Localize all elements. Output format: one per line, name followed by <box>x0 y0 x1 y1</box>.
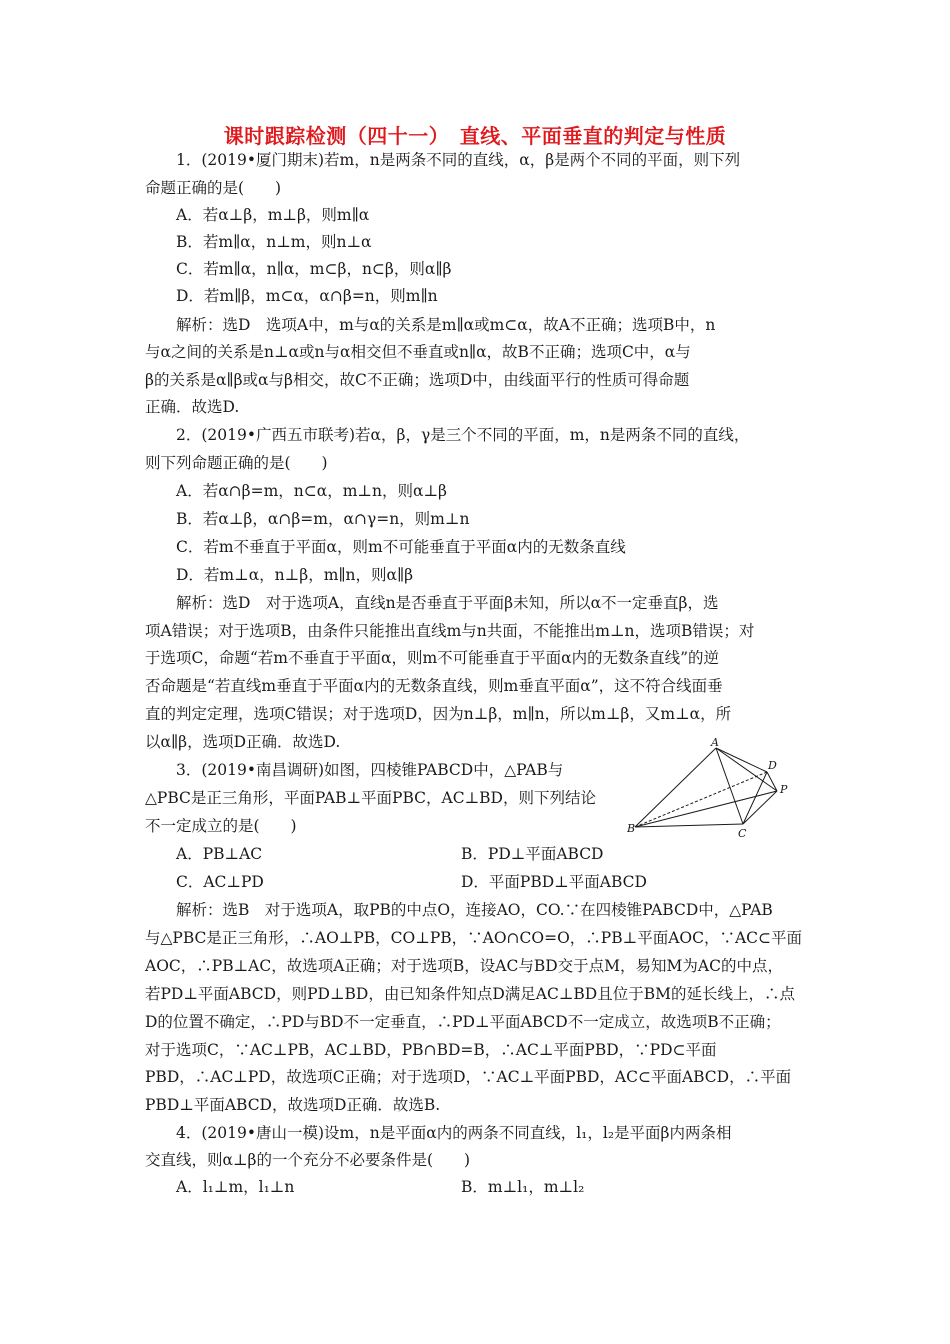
q2-solution-line3: 于选项C，命题“若m不垂直于平面α，则m不可能垂直于平面α内的无数条直线”的逆 <box>145 649 720 667</box>
q3-solution-line2: 与△PBC是正三角形，∴AO⊥PB，CO⊥PB，∵AO∩CO=O，∴PB⊥平面AOC，∵AC⊂平面 <box>145 929 802 947</box>
q2-solution-line2: 项A错误；对于选项B，由条件只能推出直线m与n共面，不能推出m⊥n，选项B错误；对 <box>145 622 755 640</box>
q3-solution-line5: D的位置不确定，∴PD与BD不一定垂直，∴PD⊥平面ABCD不一定成立，故选项B不正确； <box>145 1013 781 1031</box>
q1-stem-line2: 命题正确的是( ) <box>145 179 282 197</box>
q3-solution-line3: AOC，∴PB⊥AC，故选项A正确；对于选项B，设AC与BD交于点M，易知M为AC的中点， <box>145 957 783 975</box>
pyramid-figure <box>627 738 797 838</box>
q2-solution-line1: 解析：选D 对于选项A，直线n是否垂直于平面β未知，所以α不一定垂直β，选 <box>176 594 719 612</box>
q4-option-b: B．m⊥l₁，m⊥l₂ <box>461 1178 585 1196</box>
q3-option-b: B．PD⊥平面ABCD <box>461 845 604 863</box>
q2-option-a: A．若α∩β=m，n⊂α，m⊥n，则α⊥β <box>176 482 447 500</box>
q1-solution-line3: β的关系是α∥β或α与β相交，故C不正确；选项D中，由线面平行的性质可得命题 <box>145 371 690 389</box>
q2-option-d: D．若m⊥α，n⊥β，m∥n，则α∥β <box>176 566 414 584</box>
q2-option-b: B．若α⊥β，α∩β=m，α∩γ=n，则m⊥n <box>176 510 470 528</box>
q2-stem-line1: 2．(2019•广西五市联考)若α，β，γ是三个不同的平面，m，n是两条不同的直线， <box>176 426 750 444</box>
vertex-label-a: A <box>711 738 719 749</box>
q1-stem-line1: 1．(2019•厦门期末)若m，n是两条不同的直线，α，β是两个不同的平面，则下列 <box>176 151 741 169</box>
q3-option-a: A．PB⊥AC <box>176 845 263 863</box>
q2-option-c: C．若m不垂直于平面α，则m不可能垂直于平面α内的无数条直线 <box>176 538 626 556</box>
q4-stem-line1: 4．(2019•唐山一模)设m，n是平面α内的两条不同直线，l₁，l₂是平面β内两条相 <box>176 1124 732 1142</box>
q1-option-d: D．若m∥β，m⊂α，α∩β=n，则m∥n <box>176 287 438 305</box>
q1-solution-line1: 解析：选D 选项A中，m与α的关系是m∥α或m⊂α，故A不正确；选项B中，n <box>176 316 716 334</box>
q3-stem-line3: 不一定成立的是( ) <box>145 817 297 835</box>
q4-option-a: A．l₁⊥m，l₁⊥n <box>176 1178 295 1196</box>
page-title: 课时跟踪检测（四十一） 直线、平面垂直的判定与性质 <box>223 124 727 148</box>
q3-stem-line2: △PBC是正三角形，平面PAB⊥平面PBC，AC⊥BD，则下列结论 <box>145 789 596 807</box>
q3-solution-line4: 若PD⊥平面ABCD，则PD⊥BD，由已知条件知点D满足AC⊥BD且位于BM的延长线上，∴点 <box>145 985 795 1003</box>
q4-stem-line2: 交直线，则α⊥β的一个充分不必要条件是( ) <box>145 1151 471 1169</box>
q1-option-c: C．若m∥α，n∥α，m⊂β，n⊂β，则α∥β <box>176 260 452 278</box>
edge-dp <box>767 772 777 791</box>
vertex-label-d: D <box>768 759 777 772</box>
edge-ba <box>635 748 716 827</box>
q1-solution-line4: 正确．故选D. <box>145 398 240 416</box>
q3-option-c: C．AC⊥PD <box>176 873 264 891</box>
vertex-label-b: B <box>627 822 636 835</box>
q3-solution-line6: 对于选项C，∵AC⊥PB，AC⊥BD，PB∩BD=B，∴AC⊥平面PBD，∵PD⊂平面 <box>145 1041 717 1059</box>
vertex-label-p: P <box>780 783 788 796</box>
q1-option-b: B．若m∥α，n⊥m，则n⊥α <box>176 233 372 251</box>
q1-solution-line2: 与α之间的关系是n⊥α或n与α相交但不垂直或n∥α，故B不正确；选项C中，α与 <box>145 343 691 361</box>
edge-ac <box>716 748 743 824</box>
q3-solution-line7: PBD，∴AC⊥PD，故选项C正确；对于选项D，∵AC⊥平面PBD，AC⊂平面ABCD，∴平面 <box>145 1068 792 1086</box>
q3-stem-line1: 3．(2019•南昌调研)如图，四棱锥PABCD中，△PAB与 <box>176 761 564 779</box>
q2-solution-line6: 以α∥β，选项D正确．故选D. <box>145 733 341 751</box>
edge-cd <box>743 772 767 824</box>
q1-option-a: A．若α⊥β，m⊥β，则m∥α <box>176 206 370 224</box>
vertex-label-c: C <box>738 827 747 838</box>
q3-solution-line1: 解析：选B 对于选项A，取PB的中点O，连接AO，CO.∵在四棱锥PABCD中，△PAB <box>176 901 773 919</box>
q3-option-d: D．平面PBD⊥平面ABCD <box>461 873 647 891</box>
q2-solution-line5: 直的判定定理，选项C错误；对于选项D，因为n⊥β，m∥n，所以m⊥β，又m⊥α，所 <box>145 705 732 723</box>
q2-stem-line2: 则下列命题正确的是( ) <box>145 454 328 472</box>
edge-bc <box>635 824 743 827</box>
edge-bd-hidden <box>635 772 767 827</box>
q2-solution-line4: 否命题是“若直线m垂直于平面α内的无数条直线，则m垂直平面α”，这不符合线面垂 <box>145 677 723 695</box>
edge-cp <box>743 791 777 824</box>
q3-solution-line8: PBD⊥平面ABCD，故选项D正确．故选B. <box>145 1096 441 1114</box>
